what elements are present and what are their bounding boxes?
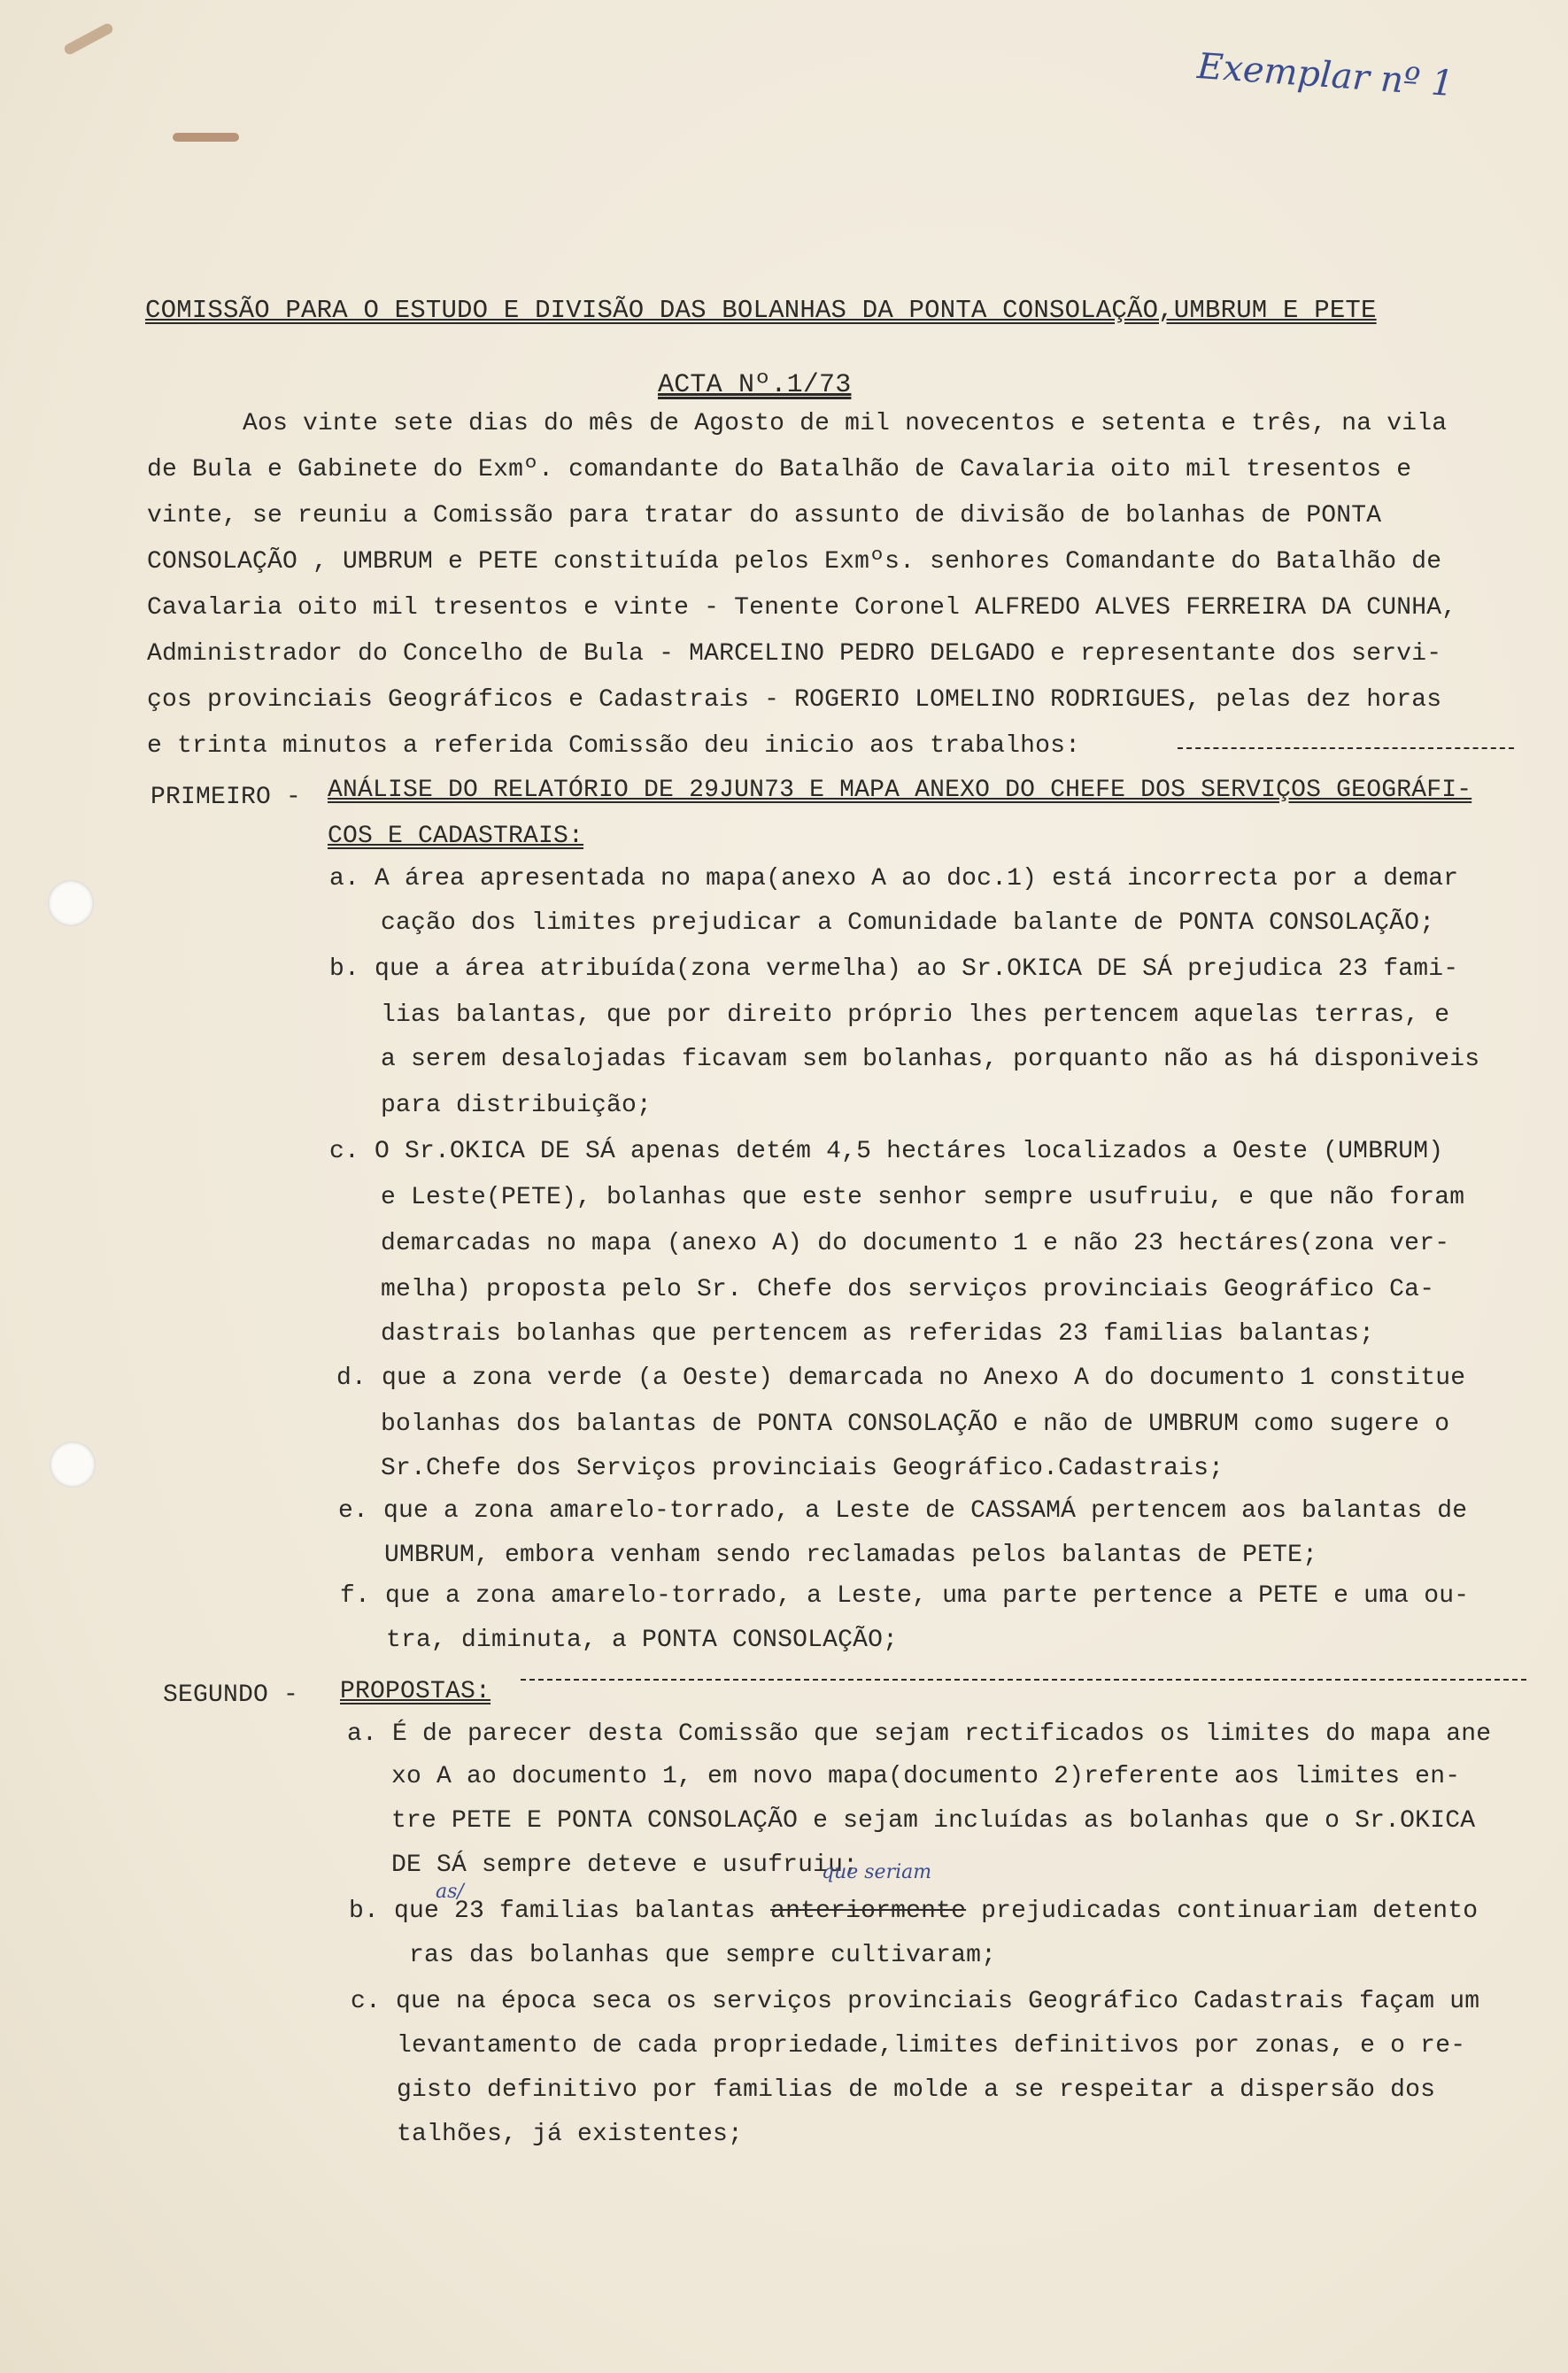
handwritten-exemplar-note: Exemplar nº 1 [1195,45,1456,105]
list-item: b. que a área atribuída(zona vermelha) ao Sr.OKICA DE SÁ prejudica 23 fami- [329,955,1459,983]
intro-line: ços provinciais Geográficos e Cadastrais - ROGERIO LOMELINO RODRIGUES, pelas dez horas [147,686,1442,714]
list-item: ras das bolanhas que sempre cultivaram; [409,1942,997,1969]
segundo-heading: PROPOSTAS: [340,1678,491,1705]
list-item: talhões, já existentes; [397,2121,744,2148]
list-item: demarcadas no mapa (anexo A) do documento 1 e não 23 hectáres(zona ver- [381,1230,1450,1257]
list-item: gisto definitivo por familias de molde a se respeitar a dispersão dos [397,2076,1436,2104]
intro-line: Cavalaria oito mil tresentos e vinte - Tenente Coronel ALFREDO ALVES FERREIRA DA CUNHA, [147,594,1457,622]
section-label-primeiro: PRIMEIRO - [151,784,302,811]
primeiro-heading: ANÁLISE DO RELATÓRIO DE 29JUN73 E MAPA ANEXO DO CHEFE DOS SERVIÇOS GEOGRÁFI- [328,777,1472,804]
list-item: cação dos limites prejudicar a Comunidade balante de PONTA CONSOLAÇÃO; [381,909,1435,937]
primeiro-heading: COS E CADASTRAIS: [328,823,584,850]
intro-line: Administrador do Concelho de Bula - MARCELINO PEDRO DELGADO e representante dos servi- [147,640,1442,668]
list-item: dastrais bolanhas que pertencem as referidas 23 familias balantas; [381,1320,1375,1348]
fill-dashes [1178,747,1514,749]
list-item: a. A área apresentada no mapa(anexo A ao doc.1) está incorrecta por a demar [329,865,1459,893]
list-item: tre PETE E PONTA CONSOLAÇÃO e sejam incluídas as bolanhas que o Sr.OKICA [391,1807,1476,1835]
section-label-segundo: SEGUNDO - [163,1681,299,1709]
acta-number: ACTA Nº.1/73 [658,370,852,400]
intro-line: vinte, se reuniu a Comissão para tratar do assunto de divisão de bolanhas de PONTA [147,502,1382,529]
struck-word: anteriormente [770,1898,967,1925]
list-item-b [349,1897,1478,1927]
list-item: lias balantas, que por direito próprio lhes pertencem aquelas terras, e [381,1001,1450,1029]
list-item: a. É de parecer desta Comissão que sejam rectificados os limites do mapa ane [347,1720,1492,1748]
punch-hole [48,880,94,926]
list-item: levantamento de cada propriedade,limites definitivos por zonas, e o re- [397,2032,1466,2060]
rust-stain [173,133,239,142]
rust-stain [63,22,115,57]
intro-line: CONSOLAÇÃO , UMBRUM e PETE constituída pelos Exmºs. senhores Comandante do Batalhão de [147,548,1442,576]
list-item: a serem desalojadas ficavam sem bolanhas, porquanto não as há disponiveis [381,1046,1480,1073]
list-item: bolanhas dos balantas de PONTA CONSOLAÇÃO e não de UMBRUM como sugere o [381,1411,1450,1438]
fill-dashes [521,1679,1526,1681]
list-item: para distribuição; [381,1092,653,1119]
document-title: COMISSÃO PARA O ESTUDO E DIVISÃO DAS BOLANHAS DA PONTA CONSOLAÇÃO,UMBRUM E PETE [145,296,1377,325]
intro-line: e trinta minutos a referida Comissão deu inicio aos trabalhos: [147,732,1081,760]
text: prejudicadas continuariam detento [981,1898,1479,1925]
list-item: f. que a zona amarelo-torrado, a Leste, uma parte pertence a PETE e uma ou- [340,1582,1470,1610]
intro-line: de Bula e Gabinete do Exmº. comandante do Batalhão de Cavalaria oito mil tresentos e [147,456,1412,483]
list-item: xo A ao documento 1, em novo mapa(documento 2)referente aos limites en- [391,1763,1461,1790]
list-item: tra, diminuta, a PONTA CONSOLAÇÃO; [386,1627,899,1654]
list-item: d. que a zona verde (a Oeste) demarcada no Anexo A do documento 1 constitue [336,1364,1466,1392]
intro-line: Aos vinte sete dias do mês de Agosto de mil novecentos e setenta e três, na vila [243,410,1448,437]
list-item: e Leste(PETE), bolanhas que este senhor sempre usufruiu, e que não foram [381,1184,1465,1211]
list-item: c. O Sr.OKICA DE SÁ apenas detém 4,5 hectáres localizados a Oeste (UMBRUM) [329,1138,1444,1165]
list-item: c. que na época seca os serviços provinciais Geográfico Cadastrais façam um [351,1988,1480,2015]
handwritten-insertion: as/ [436,1881,464,1903]
text: b. que 23 familias balantas [349,1898,756,1925]
list-item: melha) proposta pelo Sr. Chefe dos serviços provinciais Geográfico Ca- [381,1276,1435,1303]
list-item: UMBRUM, embora venham sendo reclamadas pelos balantas de PETE; [384,1542,1318,1569]
list-item: Sr.Chefe dos Serviços provinciais Geográfico.Cadastrais; [381,1455,1224,1482]
handwritten-insertion: que seriam [822,1861,932,1883]
punch-hole [50,1442,96,1488]
list-item: e. que a zona amarelo-torrado, a Leste de CASSAMÁ pertencem aos balantas de [338,1497,1468,1525]
list-item: DE SÁ sempre deteve e usufruiu; [391,1851,859,1879]
